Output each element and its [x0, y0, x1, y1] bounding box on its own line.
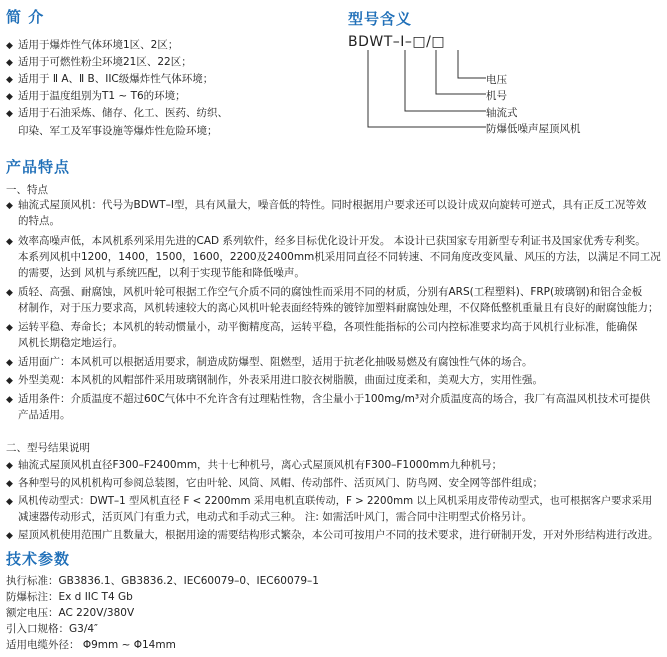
legend-line-type [368, 50, 486, 127]
spec-entry-size: 引入口规格：G3/4″ [6, 623, 98, 635]
feature-item-continuation: 的需要，达到 风机与系统匹配，以利于实现节能和降低噪声。 [18, 267, 305, 279]
intro-title: 简 介 [6, 8, 45, 26]
feature-item: ◆ 适用面广：本风机可以根据适用要求，制造成防爆型、阻燃型，适用于抗老化抽吸易燃及有腐蚀性气体的场合。 [6, 356, 533, 368]
bullet-icon: ◆ [6, 41, 13, 51]
feature-item: ◆ 质轻、高强、耐腐蚀，风机叶轮可根据工作空气介质不同的腐蚀性而采用不同的材质，分别有ARS(工程塑料)、FRP(玻璃钢)和铝合金板 [6, 286, 643, 298]
intro-item: ◆ 适用于可燃性粉尘环境21区、22区； [6, 56, 192, 68]
legend-machine-number: 机号 [486, 90, 507, 102]
features-section1-title: 一、特点 [6, 184, 48, 196]
feature-item: ◆ 外型美观：本风机的风帽部件采用玻璃钢制作，外表采用进口胶衣树脂膜，曲面过度柔和，美观大方，实用性强。 [6, 374, 543, 386]
bullet-icon: ◆ [6, 237, 13, 247]
spec-cable-diameter: 适用电缆外径： Φ9mm ~ Φ14mm [6, 639, 176, 651]
bullet-icon: ◆ [6, 109, 13, 119]
specs-title: 技术参数 [6, 550, 71, 568]
bullet-icon: ◆ [6, 395, 13, 405]
bullet-icon: ◆ [6, 75, 13, 85]
feature-item: ◆ 适用条件：介质温度不超过60C气体中不允许含有过理粘性物，含尘量小于100mg/m³对介质温度高的场合，我厂有高温风机技术可提供 [6, 393, 651, 405]
legend-axial: 轴流式 [486, 107, 518, 119]
bullet-icon: ◆ [6, 323, 13, 333]
bullet-icon: ◆ [6, 376, 13, 386]
bullet-icon: ◆ [6, 461, 13, 471]
legend-line-axial [405, 50, 486, 111]
structure-item: ◆ 屋顶风机使用范围广且数量大，根据用途的需要结构形式繁杂，本公司可按用户不同的技术要求，进行研制开发，开对外形结构进行改进。 [6, 529, 659, 541]
bullet-icon: ◆ [6, 358, 13, 368]
legend-line-voltage [458, 50, 486, 78]
model-code: BDWT–I–□/□ [348, 34, 446, 50]
bullet-icon: ◆ [6, 92, 13, 102]
structure-item-continuation: 减速器传动形式，活页风门有重力式，电动式和手动式三种。 注: 如需活叶风门，需合同中注明型式价格另计。 [18, 511, 533, 523]
intro-item-continuation: 印染、军工及军事设施等爆炸性危险环境； [18, 125, 218, 137]
features-section2-title: 二、型号结果说明 [6, 442, 90, 454]
bullet-icon: ◆ [6, 201, 13, 211]
feature-item-continuation: 本系列风机中1200，1400，1500，1600，2200及2400mm机采用同直径不同转速、不同角度改变风量、风压的方法，以满足不同工况 [18, 251, 661, 263]
feature-item-continuation: 材制作，对于压力要求高，风机转速较大的离心风机叶轮表面经特殊的镀锌加塑料耐腐蚀处理，不仅降低整机重量且有良好的耐腐蚀能力； [18, 302, 659, 314]
feature-item-continuation: 产品适用。 [18, 409, 71, 421]
feature-item-continuation: 风机长期稳定地运行。 [18, 337, 123, 349]
features-title: 产品特点 [6, 158, 71, 176]
intro-item: ◆ 适用于 Ⅱ A、Ⅱ B、IIC级爆炸性气体环境； [6, 73, 214, 85]
legend-fan-type: 防爆低噪声屋顶风机 [486, 123, 581, 135]
spec-standard: 执行标准：GB3836.1、GB3836.2、IEC60079–0、IEC60079–1 [6, 575, 319, 587]
feature-item: ◆ 轴流式屋顶风机：代号为BDWT–I型，具有风量大，噪音低的特性。同时根据用户要求还可以设计成双向旋转可逆式，具有正反工况等效 [6, 199, 647, 211]
bullet-icon: ◆ [6, 497, 13, 507]
intro-item: ◆ 适用于石油采炼、储存、化工、医药、纺织、 [6, 107, 228, 119]
spec-ex-marking: 防爆标注：Ex d IIC T4 Gb [6, 591, 133, 603]
bullet-icon: ◆ [6, 479, 13, 489]
model-legend-lines [340, 48, 490, 140]
intro-item: ◆ 适用于温度组别为T1 ~ T6的环境； [6, 90, 186, 102]
bullet-icon: ◆ [6, 531, 13, 541]
legend-line-number [436, 50, 486, 94]
bullet-icon: ◆ [6, 288, 13, 298]
feature-item: ◆ 效率高噪声低，本风机系列采用先进的CAD 系列软件，经多目标优化设计开发。 本设计已获国家专用新型专利证书及国家优秀专利奖。 [6, 235, 646, 247]
feature-item: ◆ 运转平稳、寿命长；本风机的转动惯量小，动平衡精度高，运转平稳，各项性能指标的公司内控标准要求均高于风机行业标准，能确保 [6, 321, 638, 333]
structure-item: ◆ 风机传动型式：DWT–1 型风机直径 F < 2200mm 采用电机直联传动，F > 2200mm 以上风机采用皮带传动型式，也可根据客户要求采用 [6, 495, 653, 507]
structure-item: ◆ 各种型号的风机机构可参阅总装图，它由叶轮、风筒、风帽、传动部件、活页风门、防鸟网、安全网等部件组成； [6, 477, 543, 489]
structure-item: ◆ 轴流式屋顶风机直径F300–F2400mm，共十七种机号，离心式屋顶风机有F300–F1000mm九种机号； [6, 459, 503, 471]
intro-item: ◆ 适用于爆炸性气体环境1区、2区； [6, 39, 179, 51]
model-title: 型号含义 [348, 10, 413, 28]
bullet-icon: ◆ [6, 58, 13, 68]
feature-item-continuation: 的特点。 [18, 215, 60, 227]
spec-voltage: 额定电压：AC 220V/380V [6, 607, 135, 619]
legend-voltage: 电压 [486, 74, 507, 86]
